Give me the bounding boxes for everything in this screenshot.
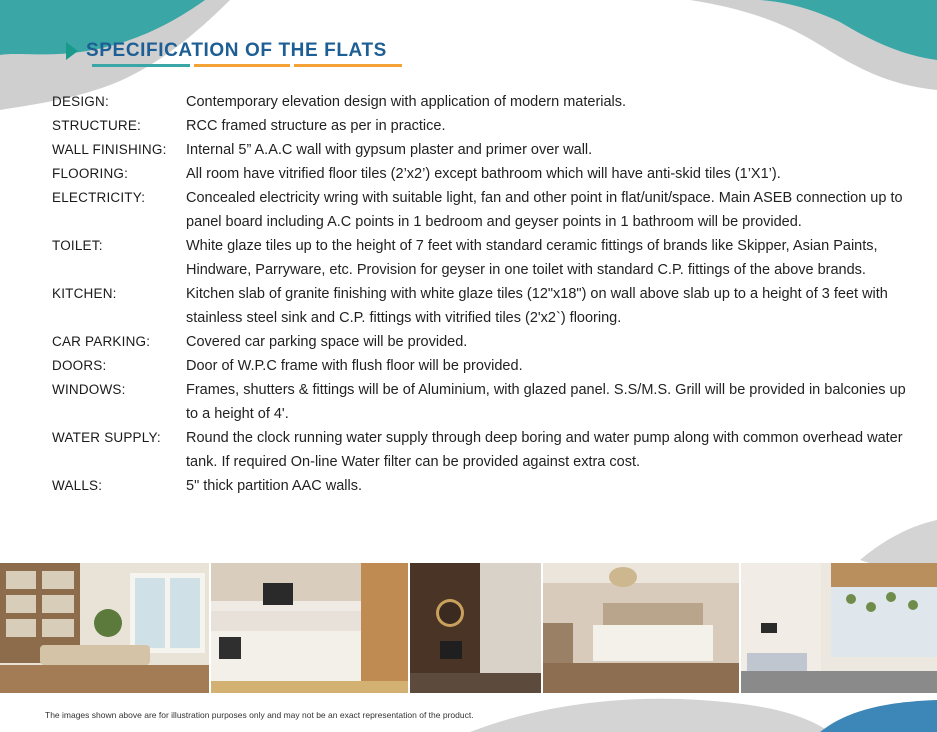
spec-value: Concealed electricity wring with suitable light, fan and other point in flat/unit/space. Main ASEB connection up to panel board including A.C points in 1 bedroom and geyser points in 1 bathroom will be provided.: [186, 190, 903, 230]
spec-row-structure: [52, 114, 912, 138]
spec-row-kitchen: [52, 282, 912, 330]
spec-row-car-parking: [52, 330, 912, 354]
specification-list: [52, 90, 912, 498]
spec-label: WINDOWS:: [52, 382, 126, 397]
spec-label: TOILET:: [52, 238, 103, 253]
title-underline-teal: [92, 64, 190, 67]
balcony-image: [741, 563, 937, 693]
disclaimer-text: The images shown above are for illustration purposes only and may not be an exact representation of the product.: [45, 710, 474, 720]
kitchen-image: [211, 563, 408, 693]
spec-value: Internal 5” A.A.C wall with gypsum plaster and primer over wall.: [186, 142, 593, 158]
spec-value: All room have vitrified floor tiles (2’x2’) except bathroom which will have anti-skid tiles (1’X1’).: [186, 166, 781, 182]
living-room-image: [0, 563, 209, 693]
bedroom-image: [543, 563, 739, 693]
spec-row-doors: [52, 354, 912, 378]
bathroom-image: [410, 563, 541, 693]
photo-strip: [0, 563, 937, 693]
spec-label: KITCHEN:: [52, 286, 117, 301]
spec-row-walls: [52, 474, 912, 498]
spec-label: STRUCTURE:: [52, 118, 141, 133]
spec-value: Contemporary elevation design with application of modern materials.: [186, 94, 627, 110]
spec-value: Covered car parking space will be provided.: [186, 334, 468, 350]
spec-row-windows: [52, 378, 912, 426]
spec-label: WALLS:: [52, 478, 103, 493]
spec-label: WATER SUPPLY:: [52, 430, 161, 445]
spec-value: Round the clock running water supply through deep boring and water pump along with common overhead water tank. If required On-line Water filter can be provided against extra cost.: [186, 430, 903, 470]
spec-value: Frames, shutters & fittings will be of Aluminium, with glazed panel. S.S/M.S. Grill will be provided in balconies up to a height of 4'.: [186, 382, 906, 422]
spec-value: Door of W.P.C frame with flush floor will be provided.: [186, 358, 523, 374]
spec-label: DOORS:: [52, 358, 107, 373]
spec-value: 5" thick partition AAC walls.: [186, 478, 362, 494]
spec-row-water-supply: [52, 426, 912, 474]
spec-label: FLOORING:: [52, 166, 129, 181]
title-underline-orange: [194, 64, 290, 67]
blue-wave-bottom-right: [820, 700, 937, 732]
spec-row-wall-finishing: [52, 138, 912, 162]
spec-row-toilet: [52, 234, 912, 282]
spec-row-flooring: [52, 162, 912, 186]
spec-row-design: [52, 90, 912, 114]
gray-wave-bottom: [470, 699, 830, 732]
spec-row-electricity: [52, 186, 912, 234]
triangle-bullet-icon: [66, 42, 78, 60]
spec-label: CAR PARKING:: [52, 334, 151, 349]
spec-label: WALL FINISHING:: [52, 142, 167, 157]
section-heading: [66, 40, 387, 62]
page-title: SPECIFICATION OF THE FLATS: [86, 40, 387, 61]
title-underline-orange-2: [294, 64, 402, 67]
spec-value: Kitchen slab of granite finishing with white glaze tiles (12"x18") on wall above slab up to a height of 3 feet with stainless steel sink and C.P. fittings with vitrified tiles (2'x2`) flooring.: [186, 286, 888, 326]
spec-label: DESIGN:: [52, 94, 109, 109]
spec-value: RCC framed structure as per in practice.: [186, 118, 446, 134]
spec-label: ELECTRICITY:: [52, 190, 146, 205]
spec-value: White glaze tiles up to the height of 7 feet with standard ceramic fittings of brands like Skipper, Asian Paints, Hindware, Parryware, etc. Provision for geyser in one toilet with standard C.P. fittings of the above brands.: [186, 238, 878, 278]
